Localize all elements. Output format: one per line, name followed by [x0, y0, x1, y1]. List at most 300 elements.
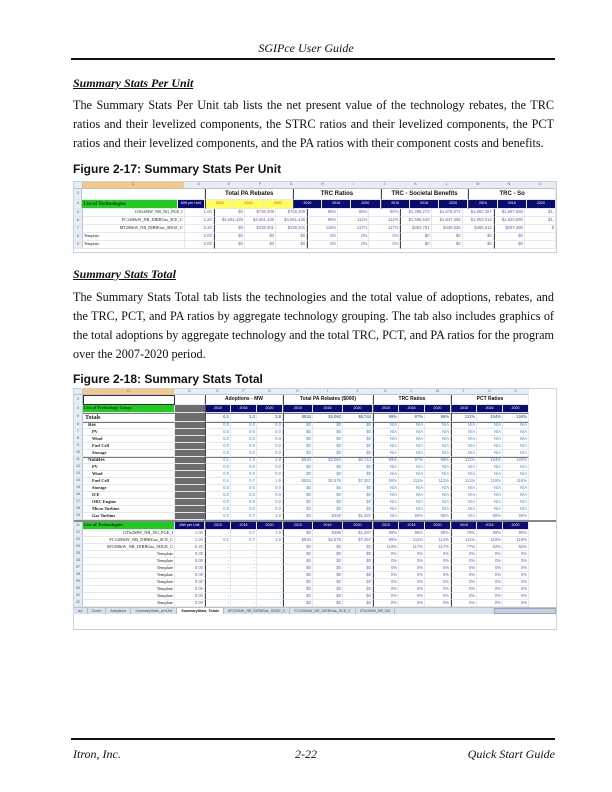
pct-value[interactable]: 0%: [451, 558, 477, 565]
technology-group-name[interactable]: Fuel Cell: [83, 478, 175, 485]
rebates-value[interactable]: $0: [245, 241, 276, 249]
reb-value[interactable]: $0: [283, 422, 313, 429]
pct-value[interactable]: 0%: [451, 572, 477, 579]
adopt-value[interactable]: 0.0: [205, 422, 231, 429]
technology-name[interactable]: Template: [83, 558, 175, 565]
hidden-column-d[interactable]: [175, 485, 205, 492]
reb-value[interactable]: $0: [283, 572, 313, 579]
adopt-value[interactable]: -: [205, 558, 231, 565]
column-header-c[interactable]: C: [83, 389, 175, 395]
trc-value[interactable]: 112%: [425, 537, 451, 544]
pct-value[interactable]: N/A: [477, 499, 503, 506]
pct-value[interactable]: N/A: [503, 492, 529, 499]
trc-value[interactable]: 0%: [425, 600, 451, 607]
mw-value[interactable]: 1.00: [185, 209, 214, 217]
adopt-value[interactable]: 0.0: [231, 450, 257, 457]
technology-name[interactable]: Template: [83, 593, 175, 600]
reb-value[interactable]: $486: [313, 513, 343, 520]
sheet-tab[interactable]: SummaryStats_Totals: [177, 608, 223, 614]
column-header-u[interactable]: U: [477, 389, 503, 395]
reb-value[interactable]: $0: [343, 572, 373, 579]
trc-value[interactable]: 0%: [373, 572, 399, 579]
column-header-h[interactable]: H: [283, 389, 313, 395]
column-header-o[interactable]: O: [525, 182, 556, 189]
adopt-value[interactable]: 0.0: [205, 506, 231, 513]
trc-value[interactable]: 85%: [425, 513, 451, 520]
technology-group-name[interactable]: PV: [83, 429, 175, 436]
adopt-value[interactable]: -: [231, 579, 257, 586]
soc-value[interactable]: $1,953,014: [463, 217, 494, 225]
reb-value[interactable]: $0: [313, 492, 343, 499]
list-of-technologies-header[interactable]: List of Technologies: [82, 200, 177, 209]
trc-soc-value[interactable]: $: [525, 225, 556, 233]
row-number[interactable]: 3: [74, 189, 82, 200]
rebates-value[interactable]: $736,309: [276, 209, 307, 217]
pct-value[interactable]: 0%: [477, 551, 503, 558]
trc-value[interactable]: 0%: [373, 558, 399, 565]
reb-value[interactable]: $0: [343, 506, 373, 513]
reb-value[interactable]: $0: [313, 544, 343, 551]
column-header-v[interactable]: V: [503, 389, 529, 395]
hidden-column-d[interactable]: [175, 429, 205, 436]
reb-value[interactable]: $0: [313, 443, 343, 450]
pct-value[interactable]: 0%: [503, 551, 529, 558]
adopt-value[interactable]: 1.3: [231, 457, 257, 464]
reb-value[interactable]: $0: [343, 579, 373, 586]
trc-value[interactable]: 117%: [399, 544, 425, 551]
trc-value[interactable]: N/A: [373, 450, 399, 457]
adopt-value[interactable]: 0.0: [257, 429, 283, 436]
reb-value[interactable]: $0: [283, 450, 313, 457]
adopt-value[interactable]: 0.0: [205, 485, 231, 492]
technology-name[interactable]: Template: [83, 565, 175, 572]
adopt-value[interactable]: 0.0: [231, 429, 257, 436]
sheet-nav-arrows-icon[interactable]: ◂ ▸: [74, 608, 88, 614]
pct-value[interactable]: N/A: [451, 492, 477, 499]
row-number[interactable]: 7: [74, 225, 83, 233]
pct-value[interactable]: 111%: [451, 413, 477, 422]
trc-value[interactable]: 111%: [399, 537, 425, 544]
trc-value[interactable]: 0%: [338, 241, 369, 249]
trc-value[interactable]: N/A: [373, 443, 399, 450]
reb-value[interactable]: $0: [313, 422, 343, 429]
trc-value[interactable]: 99%: [373, 413, 399, 422]
adopt-value[interactable]: -: [257, 579, 283, 586]
row-number[interactable]: 19: [74, 513, 83, 520]
trc-value[interactable]: N/A: [399, 471, 425, 478]
pct-value[interactable]: N/A: [477, 429, 503, 436]
pct-value[interactable]: N/A: [451, 422, 477, 429]
reb-value[interactable]: $0: [283, 544, 313, 551]
reb-value[interactable]: $0: [313, 436, 343, 443]
reb-value[interactable]: $0: [313, 429, 343, 436]
mw-value[interactable]: 1.20: [185, 217, 214, 225]
reb-value[interactable]: $0: [343, 422, 373, 429]
technology-group-name[interactable]: Storage: [83, 485, 175, 492]
trc-value[interactable]: 0%: [399, 551, 425, 558]
technology-group-name[interactable]: Wind: [83, 471, 175, 478]
technology-name[interactable]: Template: [83, 572, 175, 579]
adopt-value[interactable]: 0.0: [257, 436, 283, 443]
reb-value[interactable]: $0: [313, 471, 343, 478]
year-header[interactable]: 2010: [381, 200, 410, 209]
adopt-value[interactable]: 0.0: [231, 422, 257, 429]
reb-value[interactable]: $0: [343, 485, 373, 492]
reb-value[interactable]: $0: [283, 565, 313, 572]
mw-value[interactable]: 1.00: [175, 530, 205, 537]
pct-value[interactable]: 119%: [503, 537, 529, 544]
row-number[interactable]: 6: [74, 422, 83, 429]
year-header[interactable]: 2016: [231, 405, 257, 413]
reb-value[interactable]: $534: [283, 478, 313, 485]
rebates-value[interactable]: $239,301: [276, 225, 307, 233]
trc-value[interactable]: 111%: [338, 217, 369, 225]
adopt-value[interactable]: -: [205, 544, 231, 551]
row-number[interactable]: 22: [74, 530, 83, 537]
column-header-c[interactable]: C: [83, 182, 185, 189]
trc-value[interactable]: N/A: [399, 506, 425, 513]
trc-soc-value[interactable]: $1,: [525, 217, 556, 225]
pct-value[interactable]: 0%: [503, 572, 529, 579]
column-header-d[interactable]: D: [175, 389, 205, 395]
year-header[interactable]: 2016: [313, 522, 343, 530]
mw-value[interactable]: 0.00: [175, 593, 205, 600]
reb-value[interactable]: $0: [283, 492, 313, 499]
year-header[interactable]: 2020: [343, 405, 373, 413]
row-number[interactable]: 23: [74, 537, 83, 544]
sheet-tab[interactable]: Cover: [88, 608, 107, 614]
technology-name[interactable]: MT200kW_NR_DIRBGas_SDGE_C: [83, 544, 175, 551]
reb-value[interactable]: $0: [343, 499, 373, 506]
technology-name[interactable]: Template: [83, 586, 175, 593]
horizontal-scrollbar[interactable]: [494, 608, 556, 614]
reb-value[interactable]: $534: [283, 413, 313, 422]
pct-value[interactable]: 104%: [477, 457, 503, 464]
adopt-value[interactable]: -: [231, 600, 257, 607]
soc-value[interactable]: $362,781: [400, 225, 431, 233]
adopt-value[interactable]: 0.0: [205, 436, 231, 443]
trc-value[interactable]: N/A: [373, 492, 399, 499]
trc-value[interactable]: N/A: [373, 506, 399, 513]
reb-value[interactable]: $0: [283, 530, 313, 537]
column-header-j[interactable]: J: [369, 182, 400, 189]
sheet-tab[interactable]: GTle2MW_NR_NG: [356, 608, 396, 614]
trc-value[interactable]: 97%: [399, 457, 425, 464]
rebates-value[interactable]: $0: [245, 233, 276, 241]
trc-soc-value[interactable]: [525, 241, 556, 249]
reb-value[interactable]: $0: [313, 464, 343, 471]
rebates-value[interactable]: $4,561,436: [276, 217, 307, 225]
pct-value[interactable]: N/A: [477, 471, 503, 478]
column-header-m[interactable]: M: [425, 389, 451, 395]
adopt-value[interactable]: 0.1: [205, 478, 231, 485]
mw-per-unit-header[interactable]: MW per Unit: [178, 200, 205, 209]
reb-value[interactable]: $0: [343, 551, 373, 558]
pct-value[interactable]: 0%: [477, 579, 503, 586]
trc-value[interactable]: 97%: [399, 413, 425, 422]
pct-value[interactable]: 0%: [477, 558, 503, 565]
adopt-value[interactable]: 0.7: [231, 530, 257, 537]
soc-value[interactable]: $0: [463, 241, 494, 249]
trc-value[interactable]: 0%: [425, 558, 451, 565]
year-header[interactable]: 2016: [399, 405, 425, 413]
reb-value[interactable]: $0: [313, 593, 343, 600]
row-number[interactable]: 10: [74, 450, 83, 457]
adopt-value[interactable]: -: [257, 593, 283, 600]
year-header[interactable]: 2010: [451, 405, 477, 413]
reb-value[interactable]: $0: [313, 485, 343, 492]
adopt-value[interactable]: 2.8: [257, 457, 283, 464]
row-number[interactable]: 8: [74, 436, 83, 443]
soc-value[interactable]: $1,847,365: [432, 217, 463, 225]
trc-value[interactable]: N/A: [425, 499, 451, 506]
pct-value[interactable]: N/A: [451, 443, 477, 450]
reb-value[interactable]: $0: [343, 586, 373, 593]
technology-group-name[interactable]: ICE: [83, 492, 175, 499]
trc-value[interactable]: N/A: [399, 499, 425, 506]
column-header-i[interactable]: I: [338, 182, 369, 189]
year-header[interactable]: 2016: [399, 522, 425, 530]
select-all-corner[interactable]: [74, 182, 83, 189]
reb-value[interactable]: $7,357: [343, 537, 373, 544]
column-header-j[interactable]: J: [343, 389, 373, 395]
trc-value[interactable]: N/A: [425, 485, 451, 492]
hidden-column-d[interactable]: [175, 506, 205, 513]
adopt-value[interactable]: 0.0: [231, 471, 257, 478]
trc-value[interactable]: 0%: [307, 241, 338, 249]
row-number[interactable]: 4: [74, 405, 83, 413]
trc-value[interactable]: 88%: [373, 530, 399, 537]
adopt-value[interactable]: 0.0: [205, 492, 231, 499]
adopt-value[interactable]: 1.3: [231, 413, 257, 422]
column-header-m[interactable]: M: [463, 182, 494, 189]
group-header[interactable]: Total PA Rebates: [205, 189, 293, 200]
hidden-column-d[interactable]: [175, 513, 205, 520]
sheet-tab[interactable]: MT200kW_NR_DIRBGas_SDGE_C: [224, 608, 291, 614]
trc-value[interactable]: N/A: [399, 422, 425, 429]
technology-name[interactable]: Template: [83, 600, 175, 607]
adopt-value[interactable]: 0.0: [257, 492, 283, 499]
blank-cell[interactable]: [83, 395, 175, 405]
rebates-value[interactable]: $0: [276, 241, 307, 249]
trc-value[interactable]: 0%: [425, 551, 451, 558]
mw-value[interactable]: 1.20: [175, 537, 205, 544]
pct-value[interactable]: 0%: [503, 593, 529, 600]
trc-value[interactable]: N/A: [425, 506, 451, 513]
group-header[interactable]: TRC - So: [468, 189, 556, 200]
pct-value[interactable]: 111%: [451, 478, 477, 485]
pct-value[interactable]: N/A: [451, 436, 477, 443]
trc-soc-value[interactable]: $0: [494, 241, 525, 249]
column-header-h[interactable]: H: [307, 182, 338, 189]
column-header-k[interactable]: K: [373, 389, 399, 395]
technology-name[interactable]: FC1200kW_NR_DIRBGas_SCE_C: [83, 217, 185, 225]
row-number[interactable]: 14: [74, 478, 83, 485]
trc-value[interactable]: 99%: [373, 457, 399, 464]
reb-value[interactable]: $0: [343, 544, 373, 551]
pct-value[interactable]: N/A: [451, 464, 477, 471]
mw-value[interactable]: 0.00: [175, 600, 205, 607]
row-number[interactable]: 9: [74, 241, 83, 249]
reb-value[interactable]: $0: [283, 558, 313, 565]
adopt-value[interactable]: 0.0: [257, 471, 283, 478]
trc-value[interactable]: 119%: [307, 225, 338, 233]
reb-value[interactable]: $0: [343, 558, 373, 565]
pct-value[interactable]: N/A: [503, 499, 529, 506]
trc-value[interactable]: 0%: [373, 600, 399, 607]
year-header[interactable]: 2016: [234, 200, 263, 209]
trc-value[interactable]: 0%: [369, 233, 400, 241]
technology-name[interactable]: GTle2MW_NR_NG_PGE_I: [83, 530, 175, 537]
pct-value[interactable]: N/A: [477, 506, 503, 513]
column-header-l[interactable]: L: [399, 389, 425, 395]
trc-value[interactable]: 117%: [369, 225, 400, 233]
hidden-column-d[interactable]: [175, 450, 205, 457]
pct-value[interactable]: N/A: [503, 464, 529, 471]
reb-value[interactable]: $2,576: [313, 478, 343, 485]
adopt-value[interactable]: -: [205, 565, 231, 572]
adopt-value[interactable]: 1.9: [257, 513, 283, 520]
list-of-technology-groups-header[interactable]: List of Technology Goups: [83, 405, 175, 413]
pct-value[interactable]: N/A: [477, 443, 503, 450]
pct-value[interactable]: 104%: [477, 413, 503, 422]
trc-value[interactable]: N/A: [373, 422, 399, 429]
technology-name[interactable]: Template: [83, 233, 185, 241]
group-header[interactable]: Adoptions - MW: [205, 395, 283, 405]
pct-value[interactable]: 119%: [503, 478, 529, 485]
soc-value[interactable]: $0: [432, 233, 463, 241]
adopt-value[interactable]: 1.9: [257, 478, 283, 485]
adopt-value[interactable]: 0.0: [205, 499, 231, 506]
year-header[interactable]: 2016: [410, 200, 439, 209]
row-number[interactable]: 8: [74, 233, 83, 241]
adopt-value[interactable]: 0.0: [205, 443, 231, 450]
reb-value[interactable]: $0: [283, 429, 313, 436]
group-header[interactable]: Total PA Rebates ($000): [283, 395, 373, 405]
pct-value[interactable]: 0%: [451, 586, 477, 593]
row-number[interactable]: 28: [74, 572, 83, 579]
adopt-value[interactable]: 0.1: [205, 457, 231, 464]
pct-value[interactable]: N/A: [503, 436, 529, 443]
adopt-value[interactable]: -: [231, 593, 257, 600]
adopt-value[interactable]: -: [231, 551, 257, 558]
row-number[interactable]: 3: [74, 395, 83, 405]
adopt-value[interactable]: 0.0: [231, 464, 257, 471]
trc-value[interactable]: 96%: [425, 457, 451, 464]
row-number[interactable]: 9: [74, 443, 83, 450]
adopt-value[interactable]: -: [205, 572, 231, 579]
year-header[interactable]: 2020: [257, 405, 283, 413]
adopt-value[interactable]: -: [205, 579, 231, 586]
adopt-value[interactable]: 0.0: [257, 506, 283, 513]
trc-value[interactable]: N/A: [425, 436, 451, 443]
trc-value[interactable]: N/A: [373, 513, 399, 520]
column-header-g[interactable]: G: [276, 182, 307, 189]
mw-per-unit-header[interactable]: MW per Unit: [175, 522, 205, 530]
trc-value[interactable]: 119%: [373, 544, 399, 551]
trc-value[interactable]: N/A: [373, 464, 399, 471]
trc-value[interactable]: 85%: [425, 530, 451, 537]
pct-value[interactable]: 119%: [477, 478, 503, 485]
technology-group-name[interactable]: Totals: [83, 413, 175, 422]
adopt-value[interactable]: -: [257, 572, 283, 579]
row-number[interactable]: 5: [74, 209, 83, 217]
pct-value[interactable]: 88%: [477, 513, 503, 520]
adopt-value[interactable]: -: [231, 586, 257, 593]
row-number[interactable]: 26: [74, 558, 83, 565]
trc-value[interactable]: 0%: [373, 551, 399, 558]
trc-value[interactable]: 0%: [373, 579, 399, 586]
technology-group-name[interactable]: Res: [83, 422, 175, 429]
pct-value[interactable]: N/A: [503, 422, 529, 429]
technology-name[interactable]: Template: [83, 551, 175, 558]
trc-value[interactable]: N/A: [399, 485, 425, 492]
pct-value[interactable]: N/A: [451, 429, 477, 436]
blank-cell[interactable]: [82, 189, 205, 200]
pct-value[interactable]: 82%: [503, 544, 529, 551]
hidden-column-d[interactable]: [175, 464, 205, 471]
row-number[interactable]: 25: [74, 551, 83, 558]
pct-value[interactable]: 0%: [451, 565, 477, 572]
mw-value[interactable]: 0.00: [175, 579, 205, 586]
technology-group-name[interactable]: Fuel Cell: [83, 443, 175, 450]
trc-value[interactable]: N/A: [399, 436, 425, 443]
year-header[interactable]: 2020: [351, 200, 380, 209]
reb-value[interactable]: $0: [343, 443, 373, 450]
pct-value[interactable]: N/A: [477, 422, 503, 429]
row-number[interactable]: 17: [74, 499, 83, 506]
reb-value[interactable]: $1,387: [343, 513, 373, 520]
pct-value[interactable]: 0%: [477, 593, 503, 600]
year-header[interactable]: 2016: [477, 522, 503, 530]
column-header-e[interactable]: E: [214, 182, 245, 189]
year-header[interactable]: 2010: [283, 522, 313, 530]
adopt-value[interactable]: 0.0: [205, 450, 231, 457]
rebates-value[interactable]: $4,561,436: [214, 217, 245, 225]
adopt-value[interactable]: 0.0: [257, 422, 283, 429]
pct-value[interactable]: 0%: [451, 551, 477, 558]
reb-value[interactable]: $0: [283, 499, 313, 506]
trc-value[interactable]: N/A: [373, 429, 399, 436]
trc-soc-value[interactable]: $1,620,690: [494, 217, 525, 225]
reb-value[interactable]: $0: [313, 586, 343, 593]
trc-value[interactable]: N/A: [425, 422, 451, 429]
technology-name[interactable]: MT200kW_NR_DIRBGas_SDGE_C: [83, 225, 185, 233]
trc-value[interactable]: 0%: [425, 586, 451, 593]
trc-value[interactable]: N/A: [373, 471, 399, 478]
adopt-value[interactable]: -: [257, 558, 283, 565]
adopt-value[interactable]: -: [231, 572, 257, 579]
group-header[interactable]: TRC Ratios: [293, 189, 381, 200]
reb-value[interactable]: $0: [283, 471, 313, 478]
row-number[interactable]: 15: [74, 485, 83, 492]
year-header[interactable]: 2020: [264, 200, 293, 209]
trc-value[interactable]: 0%: [373, 565, 399, 572]
reb-value[interactable]: $2,576: [313, 537, 343, 544]
year-header[interactable]: 2020: [425, 522, 451, 530]
reb-value[interactable]: $486: [313, 530, 343, 537]
trc-value[interactable]: 0%: [399, 558, 425, 565]
adopt-value[interactable]: -: [257, 586, 283, 593]
column-header-i[interactable]: I: [313, 389, 343, 395]
mw-value[interactable]: 0.00: [175, 558, 205, 565]
reb-value[interactable]: $8,744: [343, 413, 373, 422]
technology-group-name[interactable]: ORC Engine: [83, 499, 175, 506]
row-number[interactable]: 30: [74, 586, 83, 593]
year-header[interactable]: 2020: [503, 405, 529, 413]
pct-value[interactable]: 90%: [503, 530, 529, 537]
row-number[interactable]: 24: [74, 544, 83, 551]
